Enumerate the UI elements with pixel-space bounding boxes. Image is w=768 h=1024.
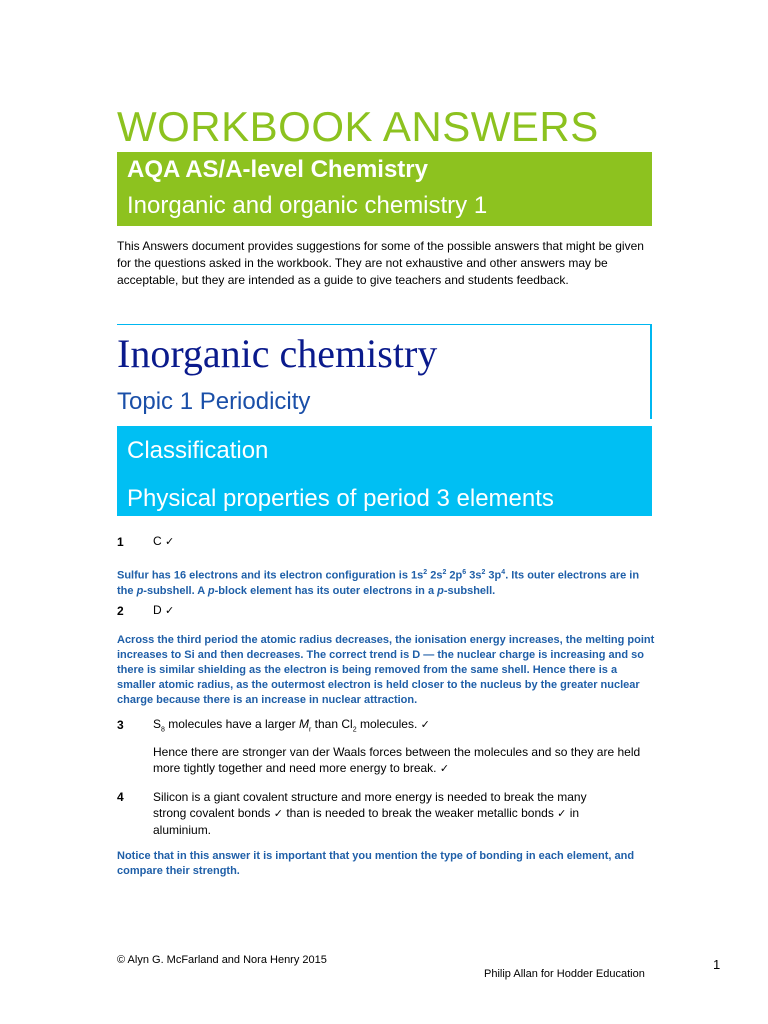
subtopic-classification: Classification [127,437,269,464]
section-title: Inorganic chemistry [117,331,438,376]
answer-letter: D [153,603,162,617]
tick-icon: ✓ [165,604,175,617]
question-answer: $S_8$ molecules have a larger $M_r$ than $Cl_2$ molecules. ✓ [153,717,430,734]
subtopic-physical-properties: Physical properties of period 3 elements [127,485,554,512]
tick-icon: ✓ [557,807,567,820]
tick-icon: ✓ [439,762,450,775]
tick-icon: ✓ [165,535,175,548]
course-title: AQA AS/A-level Chemistry [127,156,428,183]
tick-icon: ✓ [273,807,283,820]
question-number: 1 [117,535,124,549]
subtopic-banner [117,426,652,516]
question-answer-continued: Hence there are stronger van der Waals forces between the molecules and so they are held more tightly together and need more energy to break. ✓ [153,745,641,775]
question-number: 4 [117,790,124,804]
answer-letter: C [153,534,162,548]
page-number: 1 [713,957,721,972]
publisher: Philip Allan for Hodder Education [484,968,645,980]
copyright: © Alyn G. McFarland and Nora Henry 2015 [117,954,327,966]
workbook-title: WORKBOOK ANSWERS [117,103,599,150]
unit-title: Inorganic and organic chemistry 1 [127,192,488,219]
answer-note: Sulfur has 16 electrons and its electron configuration is $1s^2$ $2s^2$ $2p^6$ $3s^2$ $3p^4$. Its outer electrons are in the p-subshell. A p-block element has its outer electrons in a p-subshell. [117,569,640,597]
question-number: 3 [117,718,124,732]
tick-icon: ✓ [420,718,430,731]
question-answer: Silicon is a giant covalent structure and more energy is needed to break the many strong covalent bonds ✓ than is needed to break the weaker metallic bonds ✓ in aluminium. [153,790,587,837]
question-answer [153,602,174,619]
answer-note: Notice that in this answer it is important that you mention the type of bonding in each element, and compare their strength. [117,850,635,877]
question-answer [153,533,174,550]
question-number: 2 [117,604,124,618]
topic-title: Topic 1 Periodicity [117,388,311,415]
intro-paragraph: This Answers document provides suggestions for some of the possible answers that might be given for the questions asked in the workbook. They are not exhaustive and other answers may be acceptable, but they are intended as a guide to give teachers and students feedback. [117,239,644,287]
answer-note: Across the third period the atomic radius decreases, the ionisation energy increases, the melting point increases to Si and then decreases. The correct trend is D — the nuclear charge is increasing and so there is similar shielding as the electron is being removed from the same shell. Hence there is a smaller atomic radius, as the outermost electron is held closer to the nucleus by the greater nuclear charge because there is an increase in nuclear attraction. [117,634,655,706]
course-banner [117,152,652,226]
